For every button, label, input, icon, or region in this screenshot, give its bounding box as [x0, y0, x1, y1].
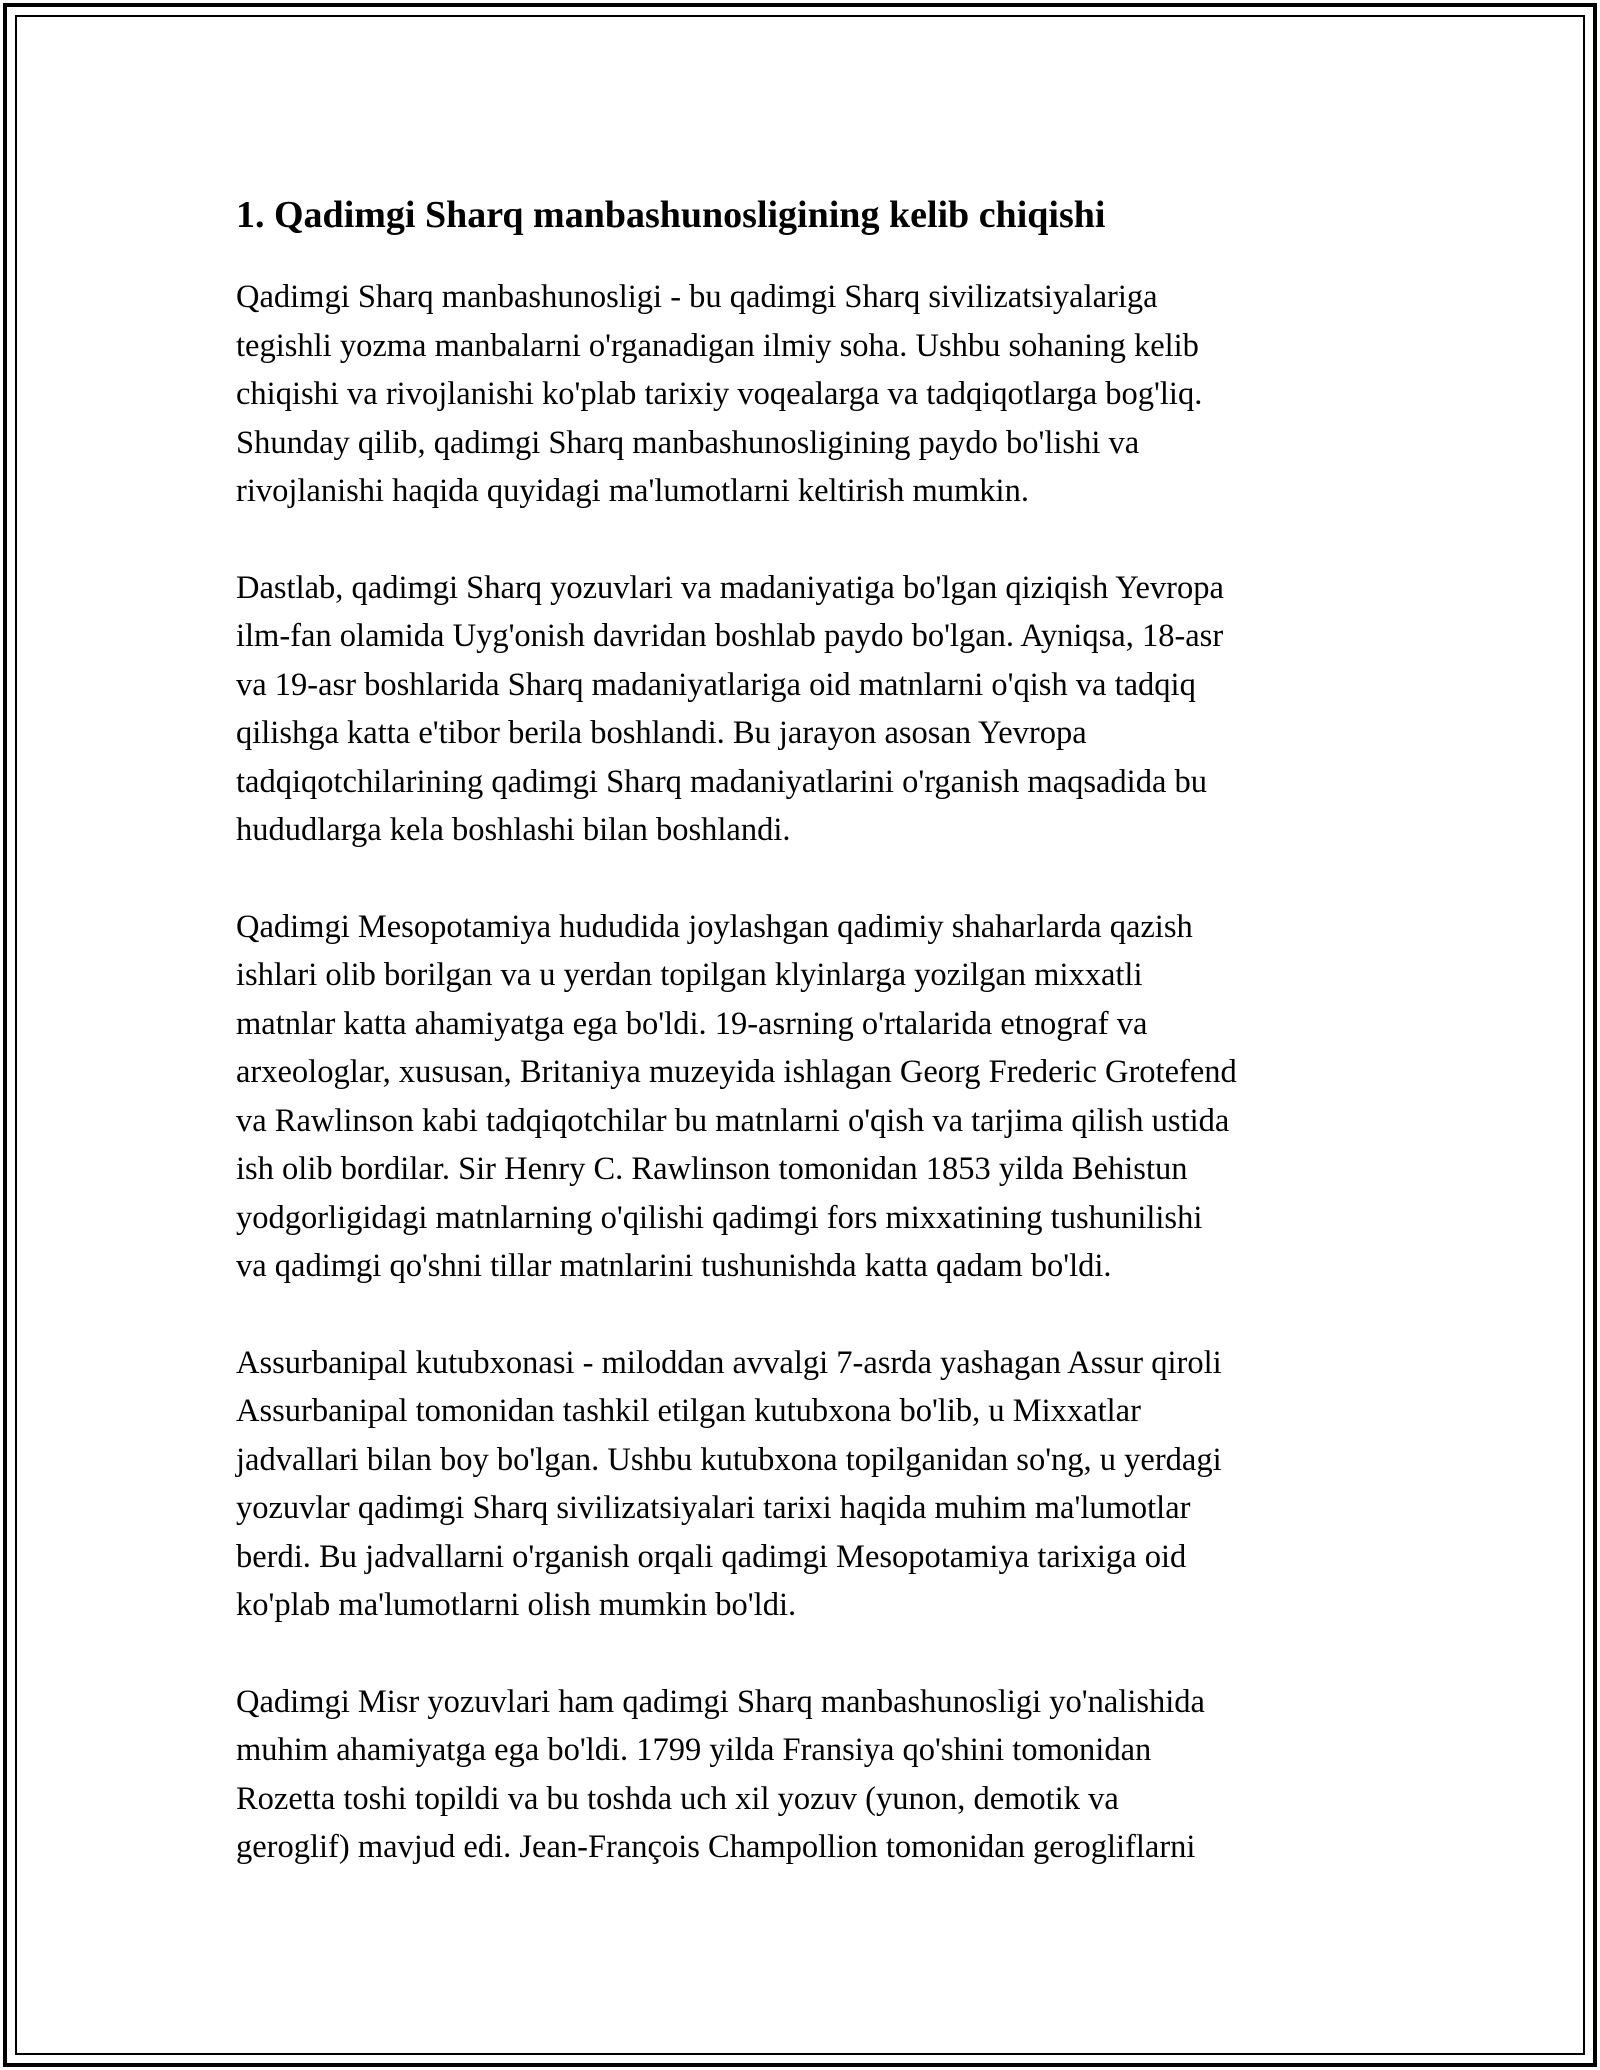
text-line: Assurbanipal kutubxonasi - miloddan avvalgi 7-asrda yashagan Assur qiroli [236, 1344, 1222, 1381]
text-line: ko'plab ma'lumotlarni olish mumkin bo'ldi. [236, 1587, 797, 1623]
paragraph [236, 1339, 1406, 1630]
text-line: va qadimgi qo'shni tillar matnlarini tushunishda katta qadam bo'ldi. [236, 1248, 1112, 1284]
paragraphs-container [236, 273, 1406, 1872]
text-line: tegishli yozma manbalarni o'rganadigan ilmiy soha. Ushbu sohaning kelib [236, 327, 1199, 364]
document-body [236, 185, 1406, 1920]
text-line: Assurbanipal tomonidan tashkil etilgan kutubxona bo'lib, u Mixxatlar [236, 1393, 1141, 1429]
text-line: Rozetta toshi topildi va bu toshda uch xil yozuv (yunon, demotik va [236, 1780, 1119, 1817]
paragraph [236, 273, 1406, 516]
text-line: va Rawlinson kabi tadqiqotchilar bu matnlarni o'qish va tarjima qilish ustida [236, 1102, 1230, 1139]
text-line: qilishga katta e'tibor berila boshlandi. Bu jarayon asosan Yevropa [236, 715, 1087, 751]
text-line: ilm-fan olamida Uyg'onish davridan boshlab paydo bo'lgan. Ayniqsa, 18-asr [236, 618, 1224, 654]
text-line: Shunday qilib, qadimgi Sharq manbashunosligining paydo bo'lishi va [236, 424, 1140, 461]
text-line: va 19-asr boshlarida Sharq madaniyatlariga oid matnlarni o'qish va tadqiq [236, 666, 1196, 703]
text-line: ish olib bordilar. Sir Henry C. Rawlinson tomonidan 1853 yilda Behistun [236, 1151, 1188, 1187]
text-line: Qadimgi Sharq manbashunosligi - bu qadimgi Sharq sivilizatsiyalariga [236, 279, 1158, 315]
text-line: Qadimgi Mesopotamiya hududida joylashgan qadimiy shaharlarda qazish [236, 908, 1193, 945]
text-line: Qadimgi Misr yozuvlari ham qadimgi Sharq manbashunosligi yo'nalishida [236, 1683, 1205, 1720]
text-line: chiqishi va rivojlanishi ko'plab tarixiy voqealarga va tadqiqotlarga bog'liq. [236, 376, 1203, 412]
paragraph [236, 1678, 1406, 1872]
text-line: berdi. Bu jadvallarni o'rganish orqali qadimgi Mesopotamiya tarixiga oid [236, 1538, 1187, 1575]
section-heading: 1. Qadimgi Sharq manbashunosligining kelib chiqishi [236, 194, 1106, 236]
text-line: geroglif) mavjud edi. Jean-François Champollion tomonidan gerogliflarni [236, 1829, 1196, 1865]
paragraph [236, 564, 1406, 855]
text-line: Dastlab, qadimgi Sharq yozuvlari va madaniyatiga bo'lgan qiziqish Yevropa [236, 569, 1224, 606]
text-line: tadqiqotchilarining qadimgi Sharq madaniyatlarini o'rganish maqsadida bu [236, 763, 1208, 800]
text-line: yozuvlar qadimgi Sharq sivilizatsiyalari tarixi haqida muhim ma'lumotlar [236, 1490, 1191, 1526]
text-line: muhim ahamiyatga ega bo'ldi. 1799 yilda Fransiya qo'shini tomonidan [236, 1732, 1152, 1768]
text-line: hududlarga kela boshlashi bilan boshlandi. [236, 812, 791, 848]
text-line: matnlar katta ahamiyatga ega bo'ldi. 19-asrning o'rtalarida etnograf va [236, 1005, 1148, 1042]
text-line: ishlari olib borilgan va u yerdan topilgan klyinlarga yozilgan mixxatli [236, 957, 1143, 993]
text-line: jadvallari bilan boy bo'lgan. Ushbu kutubxona topilganidan so'ng, u yerdagi [236, 1441, 1222, 1478]
text-line: rivojlanishi haqida quyidagi ma'lumotlarni keltirish mumkin. [236, 473, 1029, 509]
paragraph [236, 903, 1406, 1291]
text-line: arxeologlar, xususan, Britaniya muzeyida ishlagan Georg Frederic Grotefend [236, 1054, 1237, 1090]
text-line: yodgorligidagi matnlarning o'qilishi qadimgi fors mixxatining tushunilishi [236, 1199, 1203, 1236]
